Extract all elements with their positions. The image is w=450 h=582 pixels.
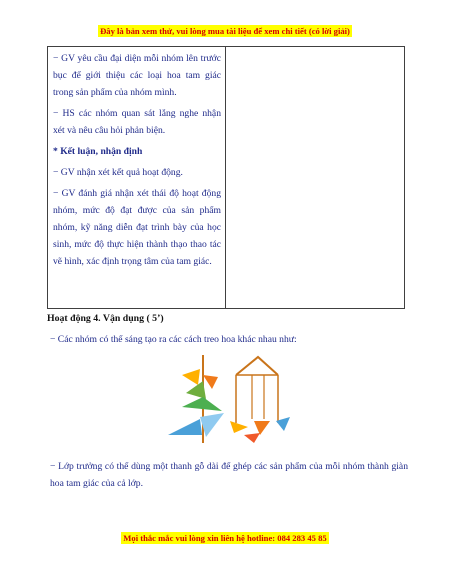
table-left-cell [53,50,221,274]
conclusion-heading: * Kết luận, nhận định [53,146,143,157]
hotline-banner-text: Mọi thắc mắc vui lòng xin liên hệ hotline: 084 283 45 85 [123,533,327,543]
table-paragraph: − GV đánh giá nhận xét thái độ hoạt động nhóm, mức độ đạt được của sản phẩm nhóm, kỹ năng diễn đạt trình bày của học sinh, mức độ thực hiện thành thạo thao tác vẽ hình, xác định trọng tâm của tam giác. [53,188,221,267]
preview-banner [0,26,450,36]
table-paragraph: − GV nhận xét kết quả hoạt động. [53,167,183,178]
activity-heading: Hoạt động 4. Vận dụng ( 5’) [47,313,164,324]
table-column-divider [225,47,226,308]
activity-intro: − Các nhóm có thể sáng tạo ra các cách treo hoa khác nhau như: [50,334,297,345]
hotline-banner [0,533,450,543]
hanging-triangle-flowers-illustration [160,355,290,445]
table-paragraph: − GV yêu cầu đại diện mỗi nhóm lên trước bục để giới thiệu các loại hoa tam giác trong sản phẩm của nhóm mình. [53,53,221,98]
table-paragraph: − HS các nhóm quan sát lắng nghe nhận xét và nêu câu hỏi phản biện. [53,108,221,136]
preview-banner-text: Đây là bản xem thử, vui lòng mua tài liệu để xem chi tiết (có lời giải) [100,26,350,36]
lesson-table [47,46,405,309]
activity-closing: − Lớp trưởng có thể dùng một thanh gỗ dài để ghép các sản phẩm của mỗi nhóm thành giàn hoa tam giác của cả lớp. [50,461,408,489]
